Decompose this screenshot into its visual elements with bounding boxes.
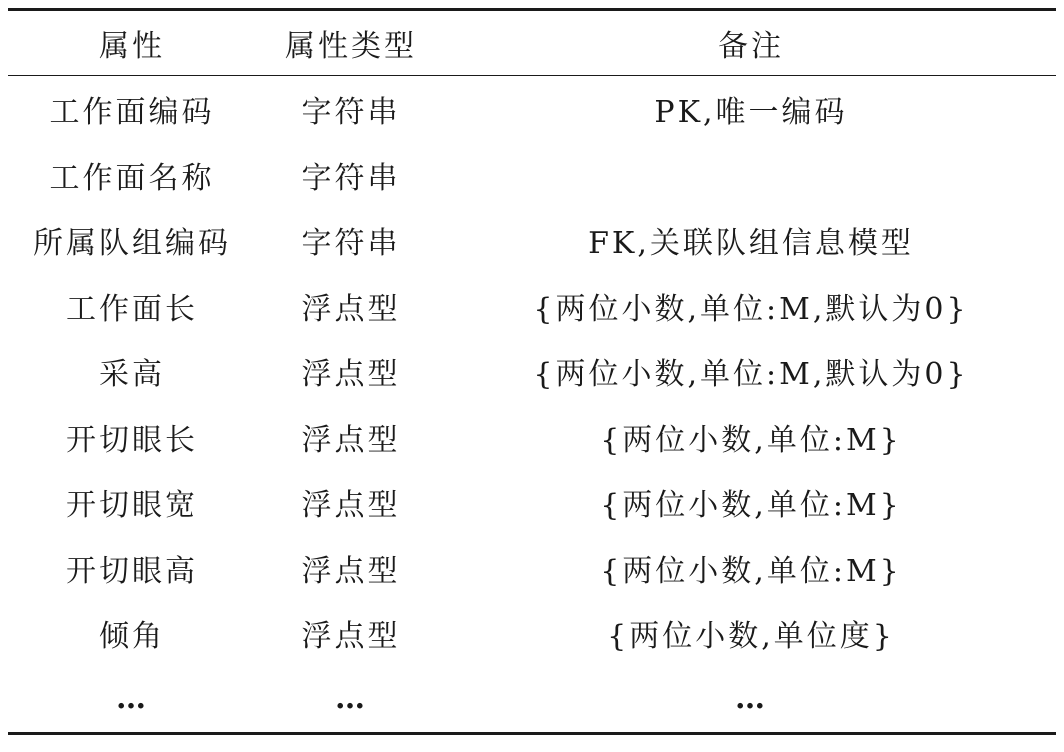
cell-remark: FK,关联队组信息模型 bbox=[588, 226, 914, 262]
table-header bbox=[8, 11, 1056, 75]
table-row bbox=[8, 208, 1056, 274]
cell-type: 浮点型 bbox=[301, 422, 401, 458]
cell-type: 字符串 bbox=[301, 95, 401, 130]
header-attribute-type: 属性类型 bbox=[285, 29, 417, 64]
cell-type: 字符串 bbox=[301, 160, 401, 196]
cell-attribute: 倾角 bbox=[99, 619, 165, 655]
cell-type: 浮点型 bbox=[301, 488, 401, 524]
bottom-rule bbox=[8, 732, 1056, 735]
table-row bbox=[8, 404, 1056, 470]
cell-remark: {两位小数,单位:M} bbox=[600, 422, 902, 458]
cell-attribute: 开切眼长 bbox=[66, 422, 198, 458]
header-row bbox=[8, 11, 1056, 75]
cell-remark: {两位小数,单位:M} bbox=[600, 488, 902, 524]
attribute-table-grid bbox=[8, 11, 1056, 75]
cell-remark: {两位小数,单位:M,默认为0} bbox=[533, 357, 969, 393]
attribute-table bbox=[8, 8, 1056, 735]
cell-attribute: 开切眼宽 bbox=[66, 488, 198, 524]
cell-remark: {两位小数,单位:M} bbox=[600, 553, 902, 589]
header-attribute: 属性 bbox=[99, 29, 165, 64]
cell-remark bbox=[446, 142, 1056, 208]
cell-attribute: 工作面名称 bbox=[49, 160, 215, 196]
table-row bbox=[8, 273, 1056, 339]
cell-type: 浮点型 bbox=[301, 619, 401, 655]
table-row bbox=[8, 601, 1056, 667]
table-row-ellipsis bbox=[8, 666, 1056, 732]
cell-remark: {两位小数,单位:M,默认为0} bbox=[533, 291, 969, 327]
cell-attribute: 工作面长 bbox=[66, 291, 198, 327]
table-row bbox=[8, 535, 1056, 601]
cell-attribute: 采高 bbox=[99, 357, 165, 393]
cell-attribute: 工作面编码 bbox=[49, 95, 215, 130]
cell-remark: {两位小数,单位度} bbox=[607, 619, 895, 655]
table-row bbox=[8, 470, 1056, 536]
cell-type: 浮点型 bbox=[301, 357, 401, 393]
header-remark: 备注 bbox=[718, 29, 784, 64]
cell-type: 浮点型 bbox=[301, 291, 401, 327]
cell-attribute: … bbox=[116, 681, 148, 717]
cell-attribute: 开切眼高 bbox=[66, 553, 198, 589]
cell-remark: … bbox=[735, 681, 767, 717]
cell-attribute: 所属队组编码 bbox=[33, 226, 231, 262]
table-row bbox=[8, 76, 1056, 142]
attribute-table-body bbox=[8, 76, 1056, 732]
table-row bbox=[8, 142, 1056, 208]
cell-remark: PK,唯一编码 bbox=[654, 95, 848, 130]
cell-type: 字符串 bbox=[301, 226, 401, 262]
cell-type: 浮点型 bbox=[301, 553, 401, 589]
cell-type: … bbox=[335, 681, 367, 717]
table-row bbox=[8, 339, 1056, 405]
